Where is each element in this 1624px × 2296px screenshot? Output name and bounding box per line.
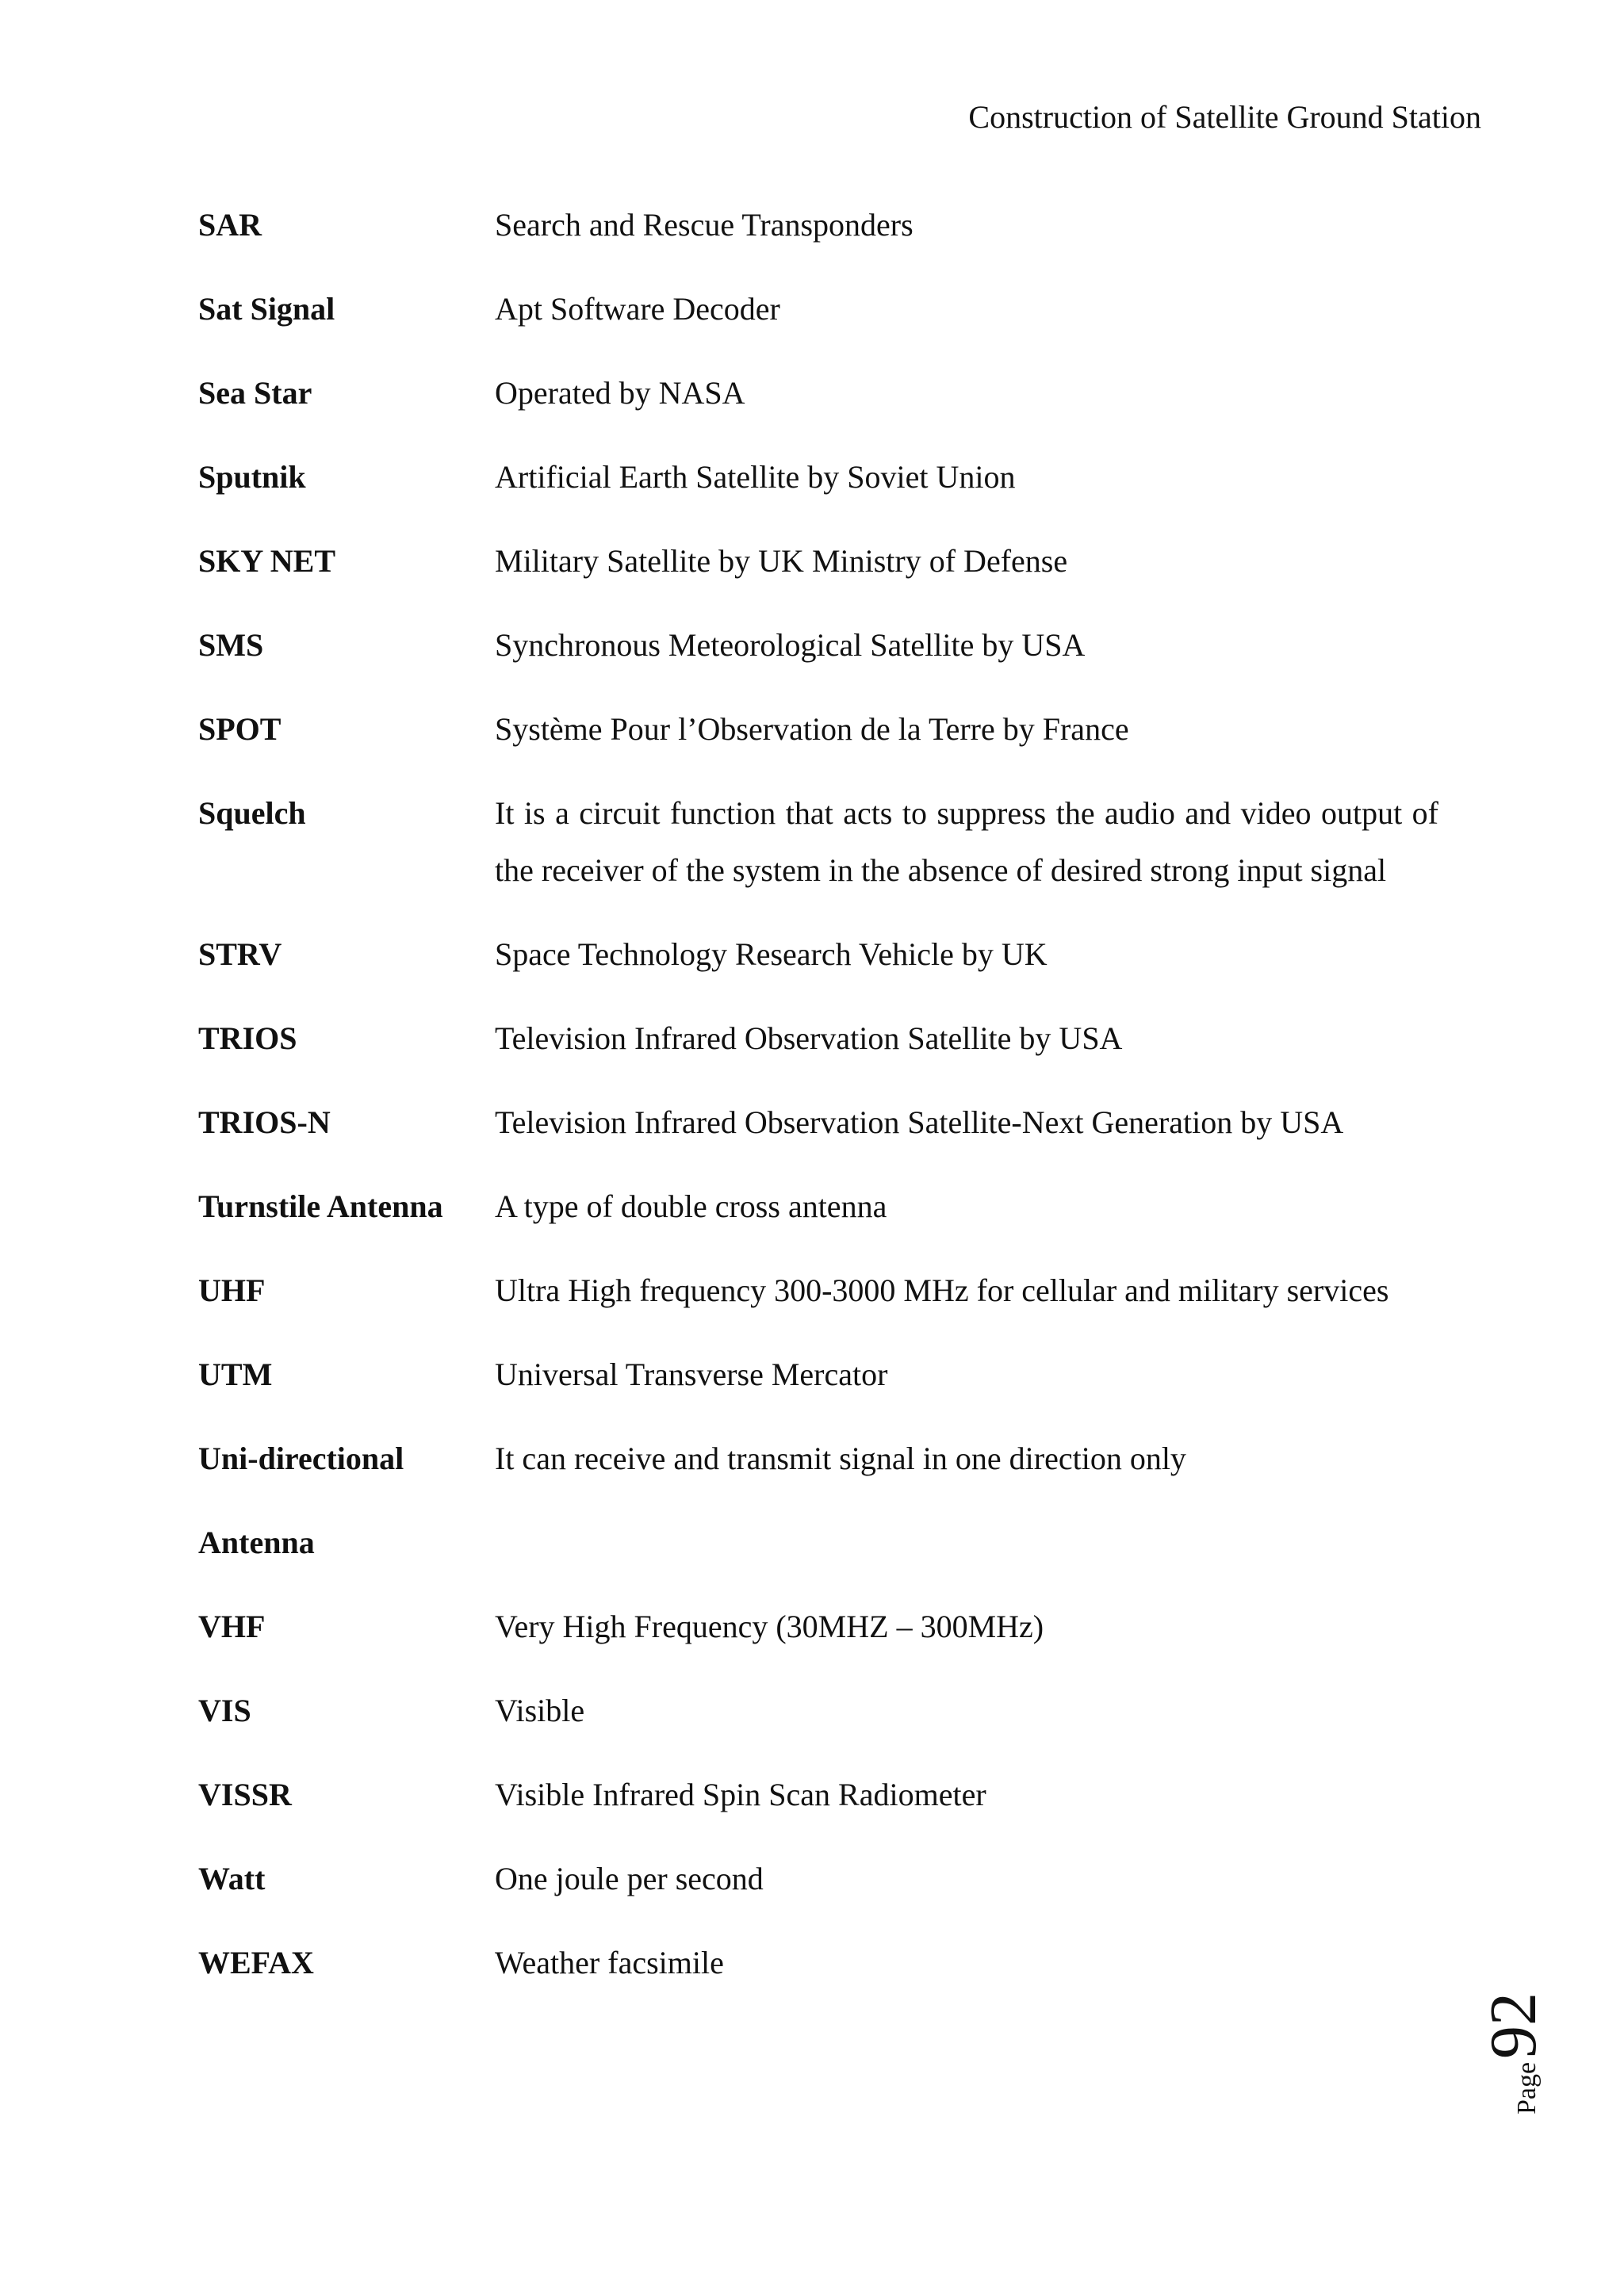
glossary-term: Squelch (198, 795, 306, 831)
glossary-definition: A type of double cross antenna (495, 1188, 887, 1224)
glossary-entry-sat-signal (198, 281, 1439, 338)
glossary-entry-trios-n (198, 1094, 1439, 1151)
glossary-definition: Ultra High frequency 300-3000 MHz for cellular and military services (495, 1272, 1389, 1308)
glossary-term: SKY NET (198, 543, 336, 579)
glossary-entry-vissr (198, 1766, 1439, 1823)
glossary-term: VHF (198, 1609, 266, 1644)
glossary-entry-uni-directional (198, 1430, 1439, 1487)
glossary-definition: Military Satellite by UK Ministry of Defense (495, 543, 1068, 579)
glossary-definition: Visible (495, 1693, 585, 1728)
glossary-entry-antenna (198, 1514, 1439, 1571)
glossary-definition: Very High Frequency (30MHZ – 300MHz) (495, 1609, 1044, 1644)
document-title: Construction of Satellite Ground Station (968, 99, 1481, 135)
glossary-term: WEFAX (198, 1945, 314, 1980)
glossary-definition: Television Infrared Observation Satellite by USA (495, 1020, 1123, 1056)
glossary-entry-uhf (198, 1262, 1439, 1319)
glossary-definition: Visible Infrared Spin Scan Radiometer (495, 1777, 986, 1812)
glossary-definition: Système Pour l’Observation de la Terre by France (495, 711, 1129, 747)
glossary-term: SMS (198, 627, 264, 663)
glossary-term: Sea Star (198, 375, 312, 411)
glossary-definition: Operated by NASA (495, 375, 745, 411)
glossary-entry-spot (198, 701, 1439, 758)
glossary-term: SAR (198, 207, 262, 243)
glossary-term: VIS (198, 1693, 251, 1728)
glossary-term: VISSR (198, 1777, 292, 1812)
page-number-marker (1475, 1992, 1618, 2115)
glossary-entry-watt (198, 1850, 1439, 1908)
glossary-entry-strv (198, 926, 1439, 983)
glossary-definition: Apt Software Decoder (495, 291, 780, 327)
glossary-entry-sms (198, 617, 1439, 674)
glossary-entry-sputnik (198, 449, 1439, 506)
page-number: 92 (1477, 1992, 1550, 2059)
page-label: Page (1512, 2061, 1542, 2115)
glossary-definition: Synchronous Meteorological Satellite by USA (495, 627, 1086, 663)
glossary-term: Sat Signal (198, 291, 335, 327)
glossary-definition: Artificial Earth Satellite by Soviet Union (495, 459, 1016, 495)
glossary-entry-wefax (198, 1934, 1439, 1992)
glossary-definition: Space Technology Research Vehicle by UK (495, 936, 1048, 972)
glossary-entry-sea-star (198, 365, 1439, 422)
glossary-entry-trios (198, 1010, 1439, 1067)
glossary-term: UHF (198, 1272, 266, 1308)
glossary-definition: It is a circuit function that acts to suppress the audio and video output of the receiver of the system in the absence of desired strong input signal (495, 795, 1438, 888)
glossary-list (198, 197, 1439, 2019)
glossary-entry-squelch (198, 785, 1439, 899)
glossary-entry-utm (198, 1346, 1439, 1403)
glossary-term: Antenna (198, 1525, 315, 1560)
glossary-term: Turnstile Antenna (198, 1188, 443, 1224)
glossary-term: STRV (198, 936, 282, 972)
glossary-term: Uni-directional (198, 1441, 404, 1476)
glossary-term: Sputnik (198, 459, 306, 495)
glossary-definition: One joule per second (495, 1861, 764, 1896)
glossary-definition: Weather facsimile (495, 1945, 724, 1980)
page-header (968, 97, 1481, 138)
glossary-definition: Universal Transverse Mercator (495, 1357, 888, 1392)
glossary-entry-vis (198, 1682, 1439, 1739)
glossary-entry-sar (198, 197, 1439, 254)
glossary-definition: It can receive and transmit signal in one direction only (495, 1441, 1186, 1476)
glossary-entry-sky-net (198, 533, 1439, 590)
glossary-definition: Television Infrared Observation Satellite-Next Generation by USA (495, 1104, 1344, 1140)
glossary-term: SPOT (198, 711, 282, 747)
glossary-term: TRIOS-N (198, 1104, 331, 1140)
glossary-definition: Search and Rescue Transponders (495, 207, 914, 243)
glossary-entry-turnstile-antenna (198, 1178, 1439, 1235)
glossary-entry-vhf (198, 1598, 1439, 1655)
glossary-term: Watt (198, 1861, 266, 1896)
glossary-term: UTM (198, 1357, 273, 1392)
glossary-term: TRIOS (198, 1020, 297, 1056)
